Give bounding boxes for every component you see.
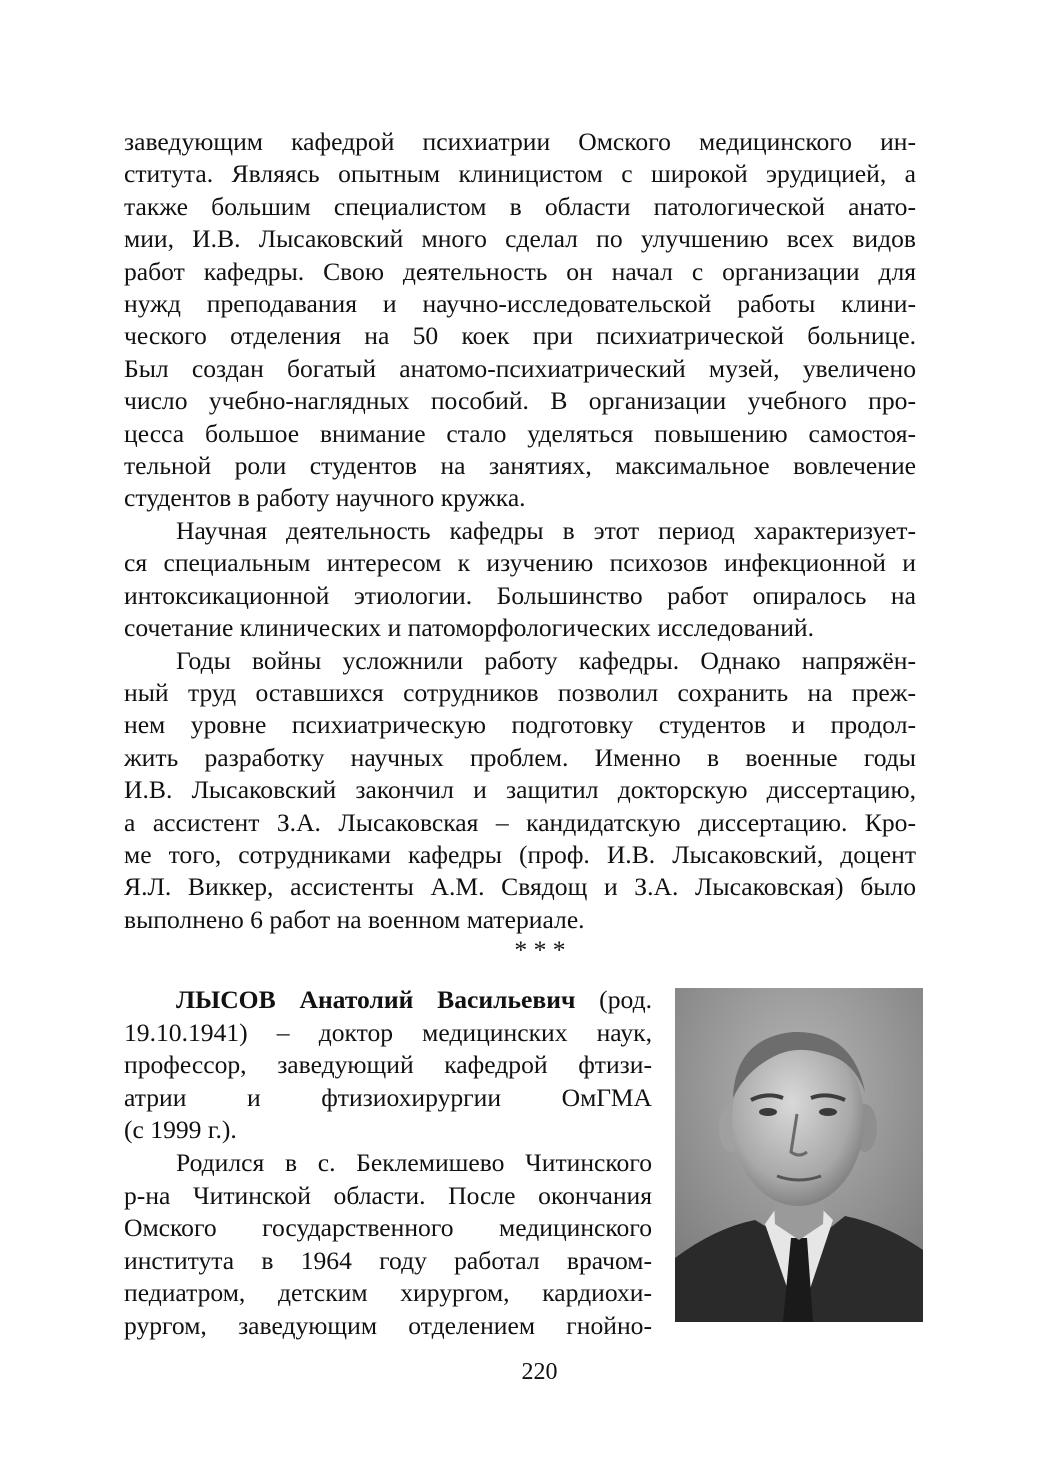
text-line: тельной роли студентов на занятиях, максимальное вовлечение xyxy=(124,451,916,481)
text-line: профессор, заведующий кафедрой фтизи- xyxy=(124,1050,652,1080)
text-line: Научная деятельность кафедры в этот период характеризует- xyxy=(176,515,916,545)
text-line: студентов в работу научного кружка. xyxy=(124,483,526,513)
paragraph-2 xyxy=(124,515,916,645)
text-line: цесса большое внимание стало уделяться повышению самостоя- xyxy=(124,418,916,448)
text-line: Был создан богатый анатомо-психиатрический музей, увеличено xyxy=(124,353,916,383)
text-line: нем уровне психиатрическую подготовку студентов и продол- xyxy=(124,710,916,740)
text-line: Годы войны усложнили работу кафедры. Однако напряжён- xyxy=(176,645,916,675)
text-line: ческого отделения на 50 коек при психиатрической больнице. xyxy=(124,321,916,351)
paragraph-3 xyxy=(124,645,916,937)
text-line: заведующим кафедрой психиатрии Омского медицинского ин- xyxy=(124,127,916,156)
section-separator: * * * xyxy=(514,935,566,964)
text-line: Я.Л. Виккер, ассистенты А.М. Свядощ и З.А. Лысаковская) было xyxy=(124,872,916,902)
text-line: атрии и фтизиохирургии ОмГМА xyxy=(124,1082,652,1112)
text-line: (с 1999 г.). xyxy=(124,1115,237,1145)
main-text xyxy=(124,126,916,936)
page-number: 220 xyxy=(521,1359,558,1385)
text-line: а ассистент З.А. Лысаковская – кандидатскую диссертацию. Кро- xyxy=(124,807,916,837)
text-line: выполнено 6 работ на военном материале. xyxy=(124,904,585,934)
person-name: ЛЫСОВ Анатолий Васильевич xyxy=(176,985,576,1014)
text-line: также большим специалистом в области патологической анато- xyxy=(124,191,916,221)
bio-heading-rest: (род. xyxy=(575,985,652,1014)
text-line: ме того, сотрудниками кафедры (проф. И.В. Лысаковский, доцент xyxy=(124,839,916,869)
portrait-photo xyxy=(675,988,923,1322)
paragraph-1 xyxy=(124,126,916,515)
text-line: 19.10.1941) – доктор медицинских наук, xyxy=(124,1017,652,1047)
text-line: Родился в с. Беклемишево Читинского xyxy=(176,1147,652,1177)
text-line: мии, И.В. Лысаковский много сделал по улучшению всех видов xyxy=(124,224,916,254)
bio-heading-line xyxy=(124,984,652,1017)
text-line: нужд преподавания и научно-исследовательской работы клини- xyxy=(124,289,916,319)
text-line: сочетание клинических и патоморфологических исследований. xyxy=(124,613,815,643)
text-line: института в 1964 году работал врачом- xyxy=(124,1245,652,1275)
text-line: число учебно-наглядных пособий. В организации учебного про- xyxy=(124,386,916,416)
text-line: И.В. Лысаковский закончил и защитил докторскую диссертацию, xyxy=(124,775,916,805)
text-line: р-на Читинской области. После окончания xyxy=(124,1180,652,1210)
biography-entry xyxy=(124,984,652,1343)
text-line: Омского государственного медицинского xyxy=(124,1213,652,1243)
portrait-photo-icon xyxy=(675,988,923,1322)
text-line: ся специальным интересом к изучению психозов инфекционной и xyxy=(124,548,916,578)
text-line: педиатром, детским хирургом, кардиохи- xyxy=(124,1278,652,1308)
text-line: ный труд оставшихся сотрудников позволил сохранить на преж- xyxy=(124,677,916,707)
text-line: работ кафедры. Свою деятельность он начал с организации для xyxy=(124,256,916,286)
text-line: жить разработку научных проблем. Именно в военные годы xyxy=(124,742,916,772)
text-line: рургом, заведующим отделением гнойно- xyxy=(124,1310,652,1340)
text-line: интоксикационной этиологии. Большинство работ опиралось на xyxy=(124,580,916,610)
text-line: ститута. Являясь опытным клиницистом с широкой эрудицией, а xyxy=(124,159,916,189)
